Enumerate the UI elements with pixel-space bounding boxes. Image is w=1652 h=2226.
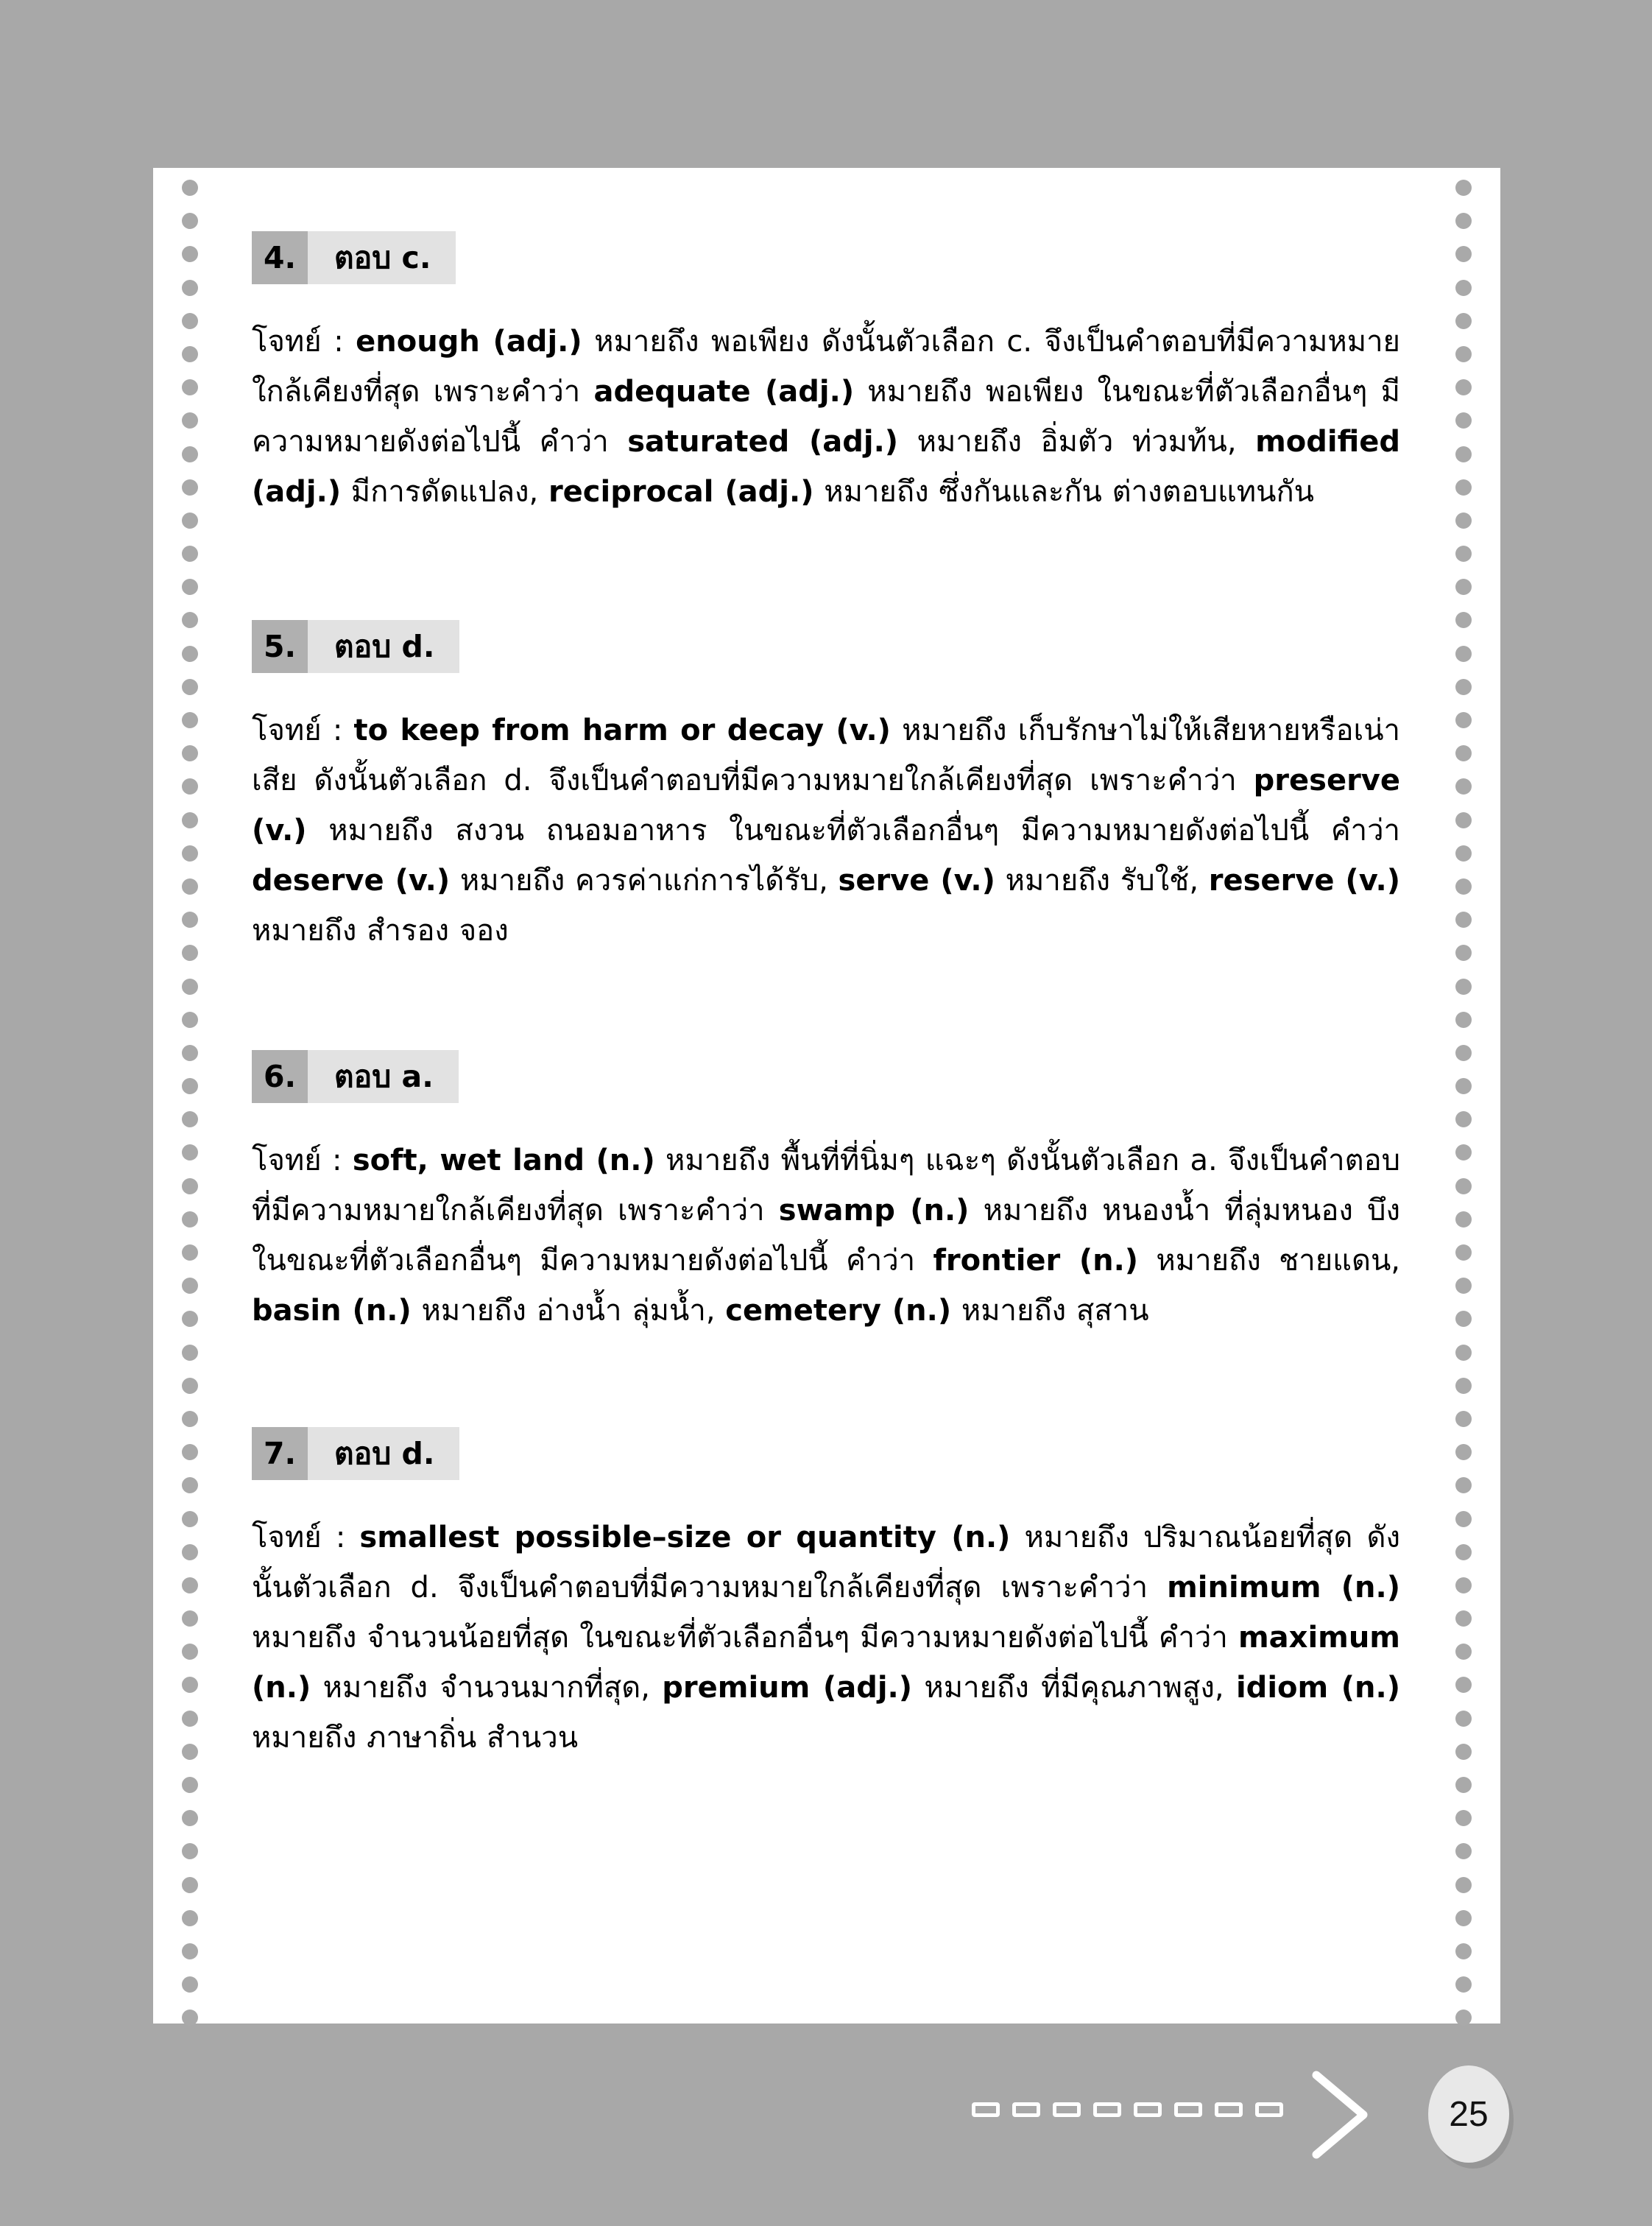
- punch-hole: [1455, 912, 1472, 928]
- punch-hole: [1455, 1910, 1472, 1926]
- punch-hole: [182, 1311, 198, 1327]
- punch-hole: [182, 1045, 198, 1061]
- punch-hole: [1455, 812, 1472, 828]
- punch-hole: [1455, 1810, 1472, 1826]
- punch-hole: [182, 2010, 198, 2026]
- punch-hole: [1455, 745, 1472, 761]
- punch-hole: [182, 745, 198, 761]
- punch-hole: [1455, 1311, 1472, 1327]
- punch-hole: [182, 1244, 198, 1261]
- punch-hole: [1455, 346, 1472, 362]
- punch-hole: [1455, 1610, 1472, 1627]
- punch-holes-left: [168, 168, 212, 2024]
- punch-hole: [1455, 1111, 1472, 1127]
- punch-hole: [1455, 778, 1472, 795]
- punch-hole: [1455, 1444, 1472, 1460]
- punch-hole: [182, 1910, 198, 1926]
- punch-hole: [182, 1976, 198, 1993]
- punch-hole: [1455, 1877, 1472, 1893]
- punch-hole: [1455, 246, 1472, 262]
- punch-hole: [1455, 878, 1472, 895]
- punch-hole: [182, 479, 198, 496]
- footer-dash: [1012, 2102, 1040, 2117]
- punch-hole: [182, 246, 198, 262]
- footer-dash: [1255, 2102, 1283, 2117]
- punch-hole: [1455, 1976, 1472, 1993]
- punch-hole: [182, 1211, 198, 1228]
- spacer-5: [252, 956, 1400, 1050]
- punch-hole: [1455, 446, 1472, 462]
- punch-hole: [1455, 1677, 1472, 1693]
- punch-hole: [1455, 412, 1472, 429]
- punch-hole: [1455, 513, 1472, 529]
- punch-hole: [1455, 1843, 1472, 1859]
- punch-hole: [182, 1278, 198, 1294]
- punch-hole: [182, 1544, 198, 1560]
- punch-hole: [1455, 712, 1472, 728]
- footer-dash: [1093, 2102, 1121, 2117]
- punch-hole: [182, 1477, 198, 1493]
- footer-dashes: [972, 2102, 1283, 2117]
- punch-hole: [1455, 1211, 1472, 1228]
- punch-hole: [182, 379, 198, 395]
- page-number-badge: 25: [1428, 2065, 1509, 2163]
- answer-label-4: ตอบ c.: [308, 231, 456, 284]
- punch-hole: [182, 1677, 198, 1693]
- answer-header-6: [252, 1050, 459, 1103]
- answer-block-6: [252, 1050, 1400, 1336]
- answer-label-6: ตอบ a.: [308, 1050, 459, 1103]
- punch-hole: [1455, 1378, 1472, 1394]
- footer-dash: [1174, 2102, 1202, 2117]
- punch-hole: [182, 1610, 198, 1627]
- punch-hole: [182, 280, 198, 296]
- punch-hole: [182, 546, 198, 562]
- punch-hole: [1455, 1078, 1472, 1094]
- answer-header-4: [252, 231, 456, 284]
- answer-body-5: โจทย์ : to keep from harm or decay (v.) หมายถึง เก็บรักษาไม่ให้เสียหายหรือเน่าเสีย ดังนั้นตัวเลือก d. จึงเป็นคำตอบที่มีความหมายใกล้เคียงที่สุด เพราะคำว่า preserve (v.) หมายถึง สงวน ถนอมอาหาร ในขณะที่ตัวเลือกอื่นๆ มีความหมายดังต่อไปนี้ คำว่า deserve (v.) หมายถึง ควรค่าแก่การได้รับ, serve (v.) หมายถึง รับใช้, reserve (v.) หมายถึง สำรอง จอง: [252, 714, 1401, 948]
- punch-hole: [182, 912, 198, 928]
- punch-hole: [182, 646, 198, 662]
- punch-hole: [182, 1111, 198, 1127]
- chevron-right-icon: [1303, 2069, 1374, 2160]
- punch-hole: [182, 1078, 198, 1094]
- footer-dash: [1134, 2102, 1162, 2117]
- punch-hole: [182, 1012, 198, 1028]
- answer-number-6: 6.: [252, 1050, 308, 1103]
- punch-hole: [1455, 1244, 1472, 1261]
- punch-hole: [182, 1777, 198, 1793]
- footer-dash: [1215, 2102, 1243, 2117]
- punch-hole: [182, 945, 198, 961]
- punch-hole: [182, 878, 198, 895]
- punch-hole: [182, 1511, 198, 1527]
- answer-header-5: [252, 620, 459, 673]
- punch-hole: [1455, 646, 1472, 662]
- answer-block-4: [252, 231, 1400, 517]
- punch-hole: [182, 1378, 198, 1394]
- punch-hole: [182, 612, 198, 628]
- answer-header-7: [252, 1427, 459, 1480]
- answer-number-4: 4.: [252, 231, 308, 284]
- punch-hole: [1455, 1711, 1472, 1727]
- footer-dash: [972, 2102, 1000, 2117]
- punch-hole: [1455, 479, 1472, 496]
- punch-hole: [182, 1178, 198, 1194]
- punch-hole: [1455, 945, 1472, 961]
- punch-hole: [182, 812, 198, 828]
- punch-hole: [1455, 1544, 1472, 1560]
- punch-hole: [182, 213, 198, 229]
- answer-label-5: ตอบ d.: [308, 620, 459, 673]
- punch-hole: [1455, 546, 1472, 562]
- punch-hole: [182, 1843, 198, 1859]
- answer-body-4: โจทย์ : enough (adj.) หมายถึง พอเพียง ดังนั้นตัวเลือก c. จึงเป็นคำตอบที่มีความหมายใกล้เคียงที่สุด เพราะคำว่า adequate (adj.) หมายถึง พอเพียง ในขณะที่ตัวเลือกอื่นๆ มีความหมายดังต่อไปนี้ คำว่า saturated (adj.) หมายถึง อิ่มตัว ท่วมท้น, modified (adj.) มีการดัดแปลง, reciprocal (adj.) หมายถึง ซึ่งกันและกัน ต่างตอบแทนกัน: [252, 325, 1400, 509]
- punch-hole: [182, 1411, 198, 1427]
- punch-hole: [1455, 845, 1472, 862]
- punch-hole: [182, 845, 198, 862]
- punch-hole: [1455, 1345, 1472, 1361]
- punch-hole: [1455, 1278, 1472, 1294]
- answer-body-7: โจทย์ : smallest possible–size or quantity (n.) หมายถึง ปริมาณน้อยที่สุด ดังนั้นตัวเลือก d. จึงเป็นคำตอบที่มีความหมายใกล้เคียงที่สุด เพราะคำว่า minimum (n.) หมายถึง จำนวนน้อยที่สุด ในขณะที่ตัวเลือกอื่นๆ มีความหมายดังต่อไปนี้ คำว่า maximum (n.) หมายถึง จำนวนมากที่สุด, premium (adj.) หมายถึง ที่มีคุณภาพสูง, idiom (n.) หมายถึง ภาษาถิ่น สำนวน: [252, 1521, 1400, 1755]
- punch-hole: [182, 712, 198, 728]
- punch-hole: [182, 979, 198, 995]
- punch-hole: [1455, 1511, 1472, 1527]
- punch-hole: [1455, 1411, 1472, 1427]
- punch-hole: [182, 1711, 198, 1727]
- punch-hole: [1455, 612, 1472, 628]
- punch-hole: [1455, 1777, 1472, 1793]
- punch-hole: [1455, 280, 1472, 296]
- answer-block-7: [252, 1427, 1400, 1763]
- punch-hole: [1455, 1577, 1472, 1593]
- punch-hole: [182, 1144, 198, 1160]
- punch-hole: [182, 180, 198, 196]
- answer-body-6: โจทย์ : soft, wet land (n.) หมายถึง พื้นที่ที่นิ่มๆ แฉะๆ ดังนั้นตัวเลือก a. จึงเป็นคำตอบที่มีความหมายใกล้เคียงที่สุด เพราะคำว่า swamp (n.) หมายถึง หนองน้ำ ที่ลุ่มหนอง บึง ในขณะที่ตัวเลือกอื่นๆ มีความหมายดังต่อไปนี้ คำว่า frontier (n.) หมายถึง ชายแดน, basin (n.) หมายถึง อ่างน้ำ ลุ่มน้ำ, cemetery (n.) หมายถึง สุสาน: [252, 1144, 1401, 1328]
- punch-hole: [182, 1577, 198, 1593]
- punch-hole: [1455, 1477, 1472, 1493]
- punch-hole: [182, 579, 198, 595]
- punch-hole: [182, 446, 198, 462]
- punch-hole: [182, 1810, 198, 1826]
- punch-hole: [1455, 579, 1472, 595]
- punch-hole: [1455, 1644, 1472, 1660]
- page-footer: [0, 2054, 1652, 2194]
- spacer-6: [252, 1336, 1400, 1427]
- punch-hole: [182, 313, 198, 329]
- punch-hole: [182, 1877, 198, 1893]
- punch-hole: [1455, 679, 1472, 695]
- punch-hole: [1455, 1744, 1472, 1760]
- punch-hole: [1455, 2010, 1472, 2026]
- punch-hole: [1455, 1144, 1472, 1160]
- answer-number-5: 5.: [252, 620, 308, 673]
- punch-hole: [182, 346, 198, 362]
- answer-block-5: [252, 620, 1400, 956]
- punch-hole: [1455, 313, 1472, 329]
- footer-dash: [1053, 2102, 1081, 2117]
- punch-hole: [1455, 379, 1472, 395]
- punch-hole: [1455, 213, 1472, 229]
- answer-number-7: 7.: [252, 1427, 308, 1480]
- punch-hole: [182, 1644, 198, 1660]
- punch-hole: [182, 513, 198, 529]
- punch-hole: [182, 412, 198, 429]
- punch-hole: [1455, 979, 1472, 995]
- punch-hole: [182, 778, 198, 795]
- punch-hole: [1455, 1012, 1472, 1028]
- punch-holes-right: [1441, 168, 1486, 2024]
- answers-content: [252, 168, 1400, 2024]
- punch-hole: [1455, 1178, 1472, 1194]
- punch-hole: [1455, 1943, 1472, 1959]
- punch-hole: [182, 1943, 198, 1959]
- page-sheet: [153, 168, 1500, 2024]
- punch-hole: [182, 1345, 198, 1361]
- punch-hole: [1455, 1045, 1472, 1061]
- answer-label-7: ตอบ d.: [308, 1427, 459, 1480]
- punch-hole: [1455, 180, 1472, 196]
- punch-hole: [182, 679, 198, 695]
- spacer-4: [252, 517, 1400, 620]
- punch-hole: [182, 1444, 198, 1460]
- punch-hole: [182, 1744, 198, 1760]
